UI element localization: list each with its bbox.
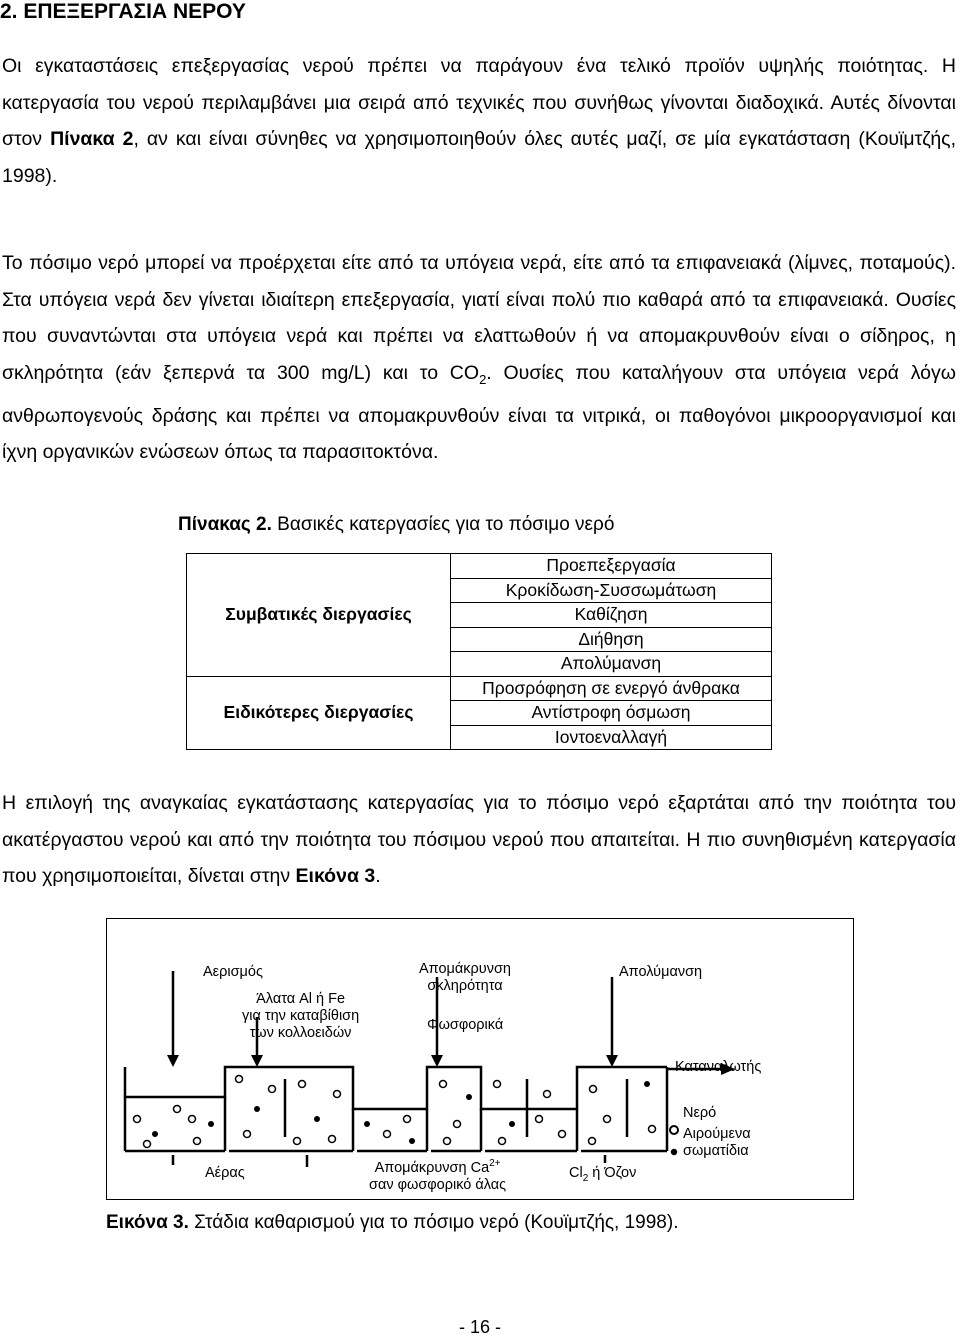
- water-dot: [174, 1106, 181, 1113]
- water-dot: [189, 1116, 196, 1123]
- fig-label-ozone: ή Όζον: [588, 1165, 637, 1181]
- water-dot: [499, 1138, 506, 1145]
- table-row: [187, 554, 772, 579]
- processes-table: [186, 553, 772, 750]
- process-item: Κροκίδωση-Συσσωμάτωση: [451, 578, 772, 603]
- fig-label-cl-sub: 2: [582, 1172, 589, 1184]
- fig-label-salts-1: Άλατα Al ή Fe: [256, 991, 346, 1007]
- water-dot: [334, 1091, 341, 1098]
- water-dot: [440, 1081, 447, 1088]
- section-heading: 2. ΕΠΕΞΕΡΓΑΣΙΑ ΝΕΡΟΥ: [0, 0, 246, 23]
- fig-label-salts-3: των κολλοειδών: [249, 1025, 352, 1041]
- tank-outline: [125, 1067, 667, 1109]
- process-item: Καθίζηση: [451, 603, 772, 628]
- p1-text-b: , αν και είναι σύνηθες να χρησιμοποιηθούν όλες αυτές μαζί, σε μία εγκατάσταση (Κουϊμτζής, 1998).: [2, 128, 956, 187]
- fig-label-water: Νερό: [683, 1105, 717, 1121]
- figure-caption-text: Στάδια καθαρισμού για το πόσιμο νερό (Κουϊμτζής, 1998).: [188, 1212, 679, 1233]
- water-dot: [134, 1116, 141, 1123]
- fig-label-ca-sup: 2+: [489, 1158, 501, 1169]
- water-dot: [589, 1138, 596, 1145]
- paragraph-1: [2, 48, 956, 194]
- water-dot: [236, 1076, 243, 1083]
- fig-label-calcium-removal: [369, 1155, 506, 1194]
- legend-particle-symbol: [671, 1149, 677, 1155]
- particle-dot: [314, 1116, 320, 1122]
- fig-label-disinfection: Απολύμανση: [619, 964, 703, 980]
- figure-caption: [106, 1212, 678, 1234]
- table-caption-label: Πίνακας 2.: [178, 514, 272, 535]
- water-dot: [404, 1116, 411, 1123]
- water-dot: [536, 1116, 543, 1123]
- particle-dot: [466, 1094, 472, 1100]
- water-dot: [299, 1081, 306, 1088]
- process-item: Ιοντοεναλλαγή: [451, 725, 772, 750]
- process-item: Προεπεξεργασία: [451, 554, 772, 579]
- process-item: Απολύμανση: [451, 652, 772, 677]
- water-dot: [604, 1116, 611, 1123]
- figure-caption-label: Εικόνα 3.: [106, 1212, 189, 1233]
- p1-text-a: Οι εγκαταστάσεις επεξεργασίας νερού πρέπει να παράγουν ένα τελικό προϊόν υψηλής ποιότητας. Η κατεργασία του νερού περιλαμβάνει μια σειρά από τεχνικές που συνήθως γίνονται διαδοχικά. Αυτές δίνονται στον: [2, 55, 956, 150]
- fig-label-hardness-removal-1: Απομάκρυνση: [419, 961, 511, 977]
- water-dot: [649, 1126, 656, 1133]
- fig-label-particles: [683, 1126, 751, 1160]
- water-dot: [590, 1086, 597, 1093]
- fig-label-phosphates: Φωσφορικά: [427, 1017, 504, 1033]
- water-dot: [384, 1131, 391, 1138]
- water-dot: [269, 1086, 276, 1093]
- fig-label-consumer: Καταναλωτής: [675, 1059, 762, 1075]
- water-dot: [444, 1138, 451, 1145]
- conventional-processes-label: Συμβατικές διεργασίες: [187, 554, 451, 677]
- process-item: Προσρόφηση σε ενεργό άνθρακα: [451, 676, 772, 701]
- water-dot: [194, 1138, 201, 1145]
- process-item: Διήθηση: [451, 627, 772, 652]
- fig-label-chlorine: [569, 1165, 636, 1187]
- fig-label-salts: [242, 991, 359, 1042]
- p3-text-b: .: [375, 865, 381, 887]
- p2-text-a: Το πόσιμο νερό μπορεί να προέρχεται είτε από τα υπόγεια νερά, είτε από τα επιφανειακά (λίμνες, ποταμούς). Στα υπόγεια νερά δεν γίνεται ιδιαίτερη επεξεργασία, γιατί είναι πολύ πιο καθαρά από τα επιφανειακά. Ουσίες που συναντώνται στα υπόγεια νερά και πρέπει να ελαττωθούν ή να απομακρυνθούν είναι ο σίδηρος, η σκληρότητα (εάν ξεπερνά τα 300 mg/L) και το CO: [2, 252, 956, 384]
- fig-label-cl: Cl: [569, 1165, 583, 1181]
- water-dot: [544, 1091, 551, 1098]
- particle-dot: [254, 1106, 260, 1112]
- table-caption: [178, 514, 614, 536]
- fig-label-particles-1: Αιρούμενα: [683, 1126, 751, 1142]
- water-dot: [144, 1141, 151, 1148]
- treatment-diagram: [106, 918, 854, 1200]
- advanced-processes-label: Ειδικότερες διεργασίες: [187, 676, 451, 750]
- paragraph-3: [2, 785, 956, 895]
- water-dot: [294, 1138, 301, 1145]
- p2-text-b: . Ουσίες που καταλήγουν στα υπόγεια νερά λόγω ανθρωπογενούς δράσης και πρέπει να απομακρυνθούν είναι τα νιτρικά, οι παθογόνοι μικροοργανισμοί και ίχνη οργανικών ενώσεων όπως τα παρασιτοκτόνα.: [2, 361, 956, 464]
- table-reference: Πίνακα 2: [50, 128, 134, 150]
- process-item: Αντίστροφη όσμωση: [451, 701, 772, 726]
- water-dot: [329, 1136, 336, 1143]
- water-dot: [454, 1121, 461, 1128]
- particle-dot: [509, 1121, 515, 1127]
- fig-label-hardness-removal: [419, 961, 511, 995]
- particle-dot: [364, 1121, 370, 1127]
- particle-dot: [409, 1138, 415, 1144]
- paragraph-2: [2, 245, 956, 471]
- fig-label-ca-1: Απομάκρυνση Ca: [374, 1159, 490, 1176]
- fig-label-air: Αέρας: [205, 1165, 245, 1181]
- table-row: [187, 676, 772, 701]
- fig-label-salts-2: για την καταβίθιση: [242, 1008, 360, 1024]
- table-caption-text: Βασικές κατεργασίες για το πόσιμο νερό: [271, 514, 615, 535]
- fig-label-hardness-removal-2: σκληρότητα: [427, 978, 503, 994]
- p3-text-a: Η επιλογή της αναγκαίας εγκατάστασης κατεργασίας για το πόσιμο νερό εξαρτάται από την ποιότητα του ακατέργαστου νερού και από την ποιότητα του πόσιμου νερού που απαιτείται. Η πιο συνηθισμένη κατεργασία που χρησιμοποιείται, δίνεται στην: [2, 792, 956, 887]
- water-dot: [559, 1131, 566, 1138]
- page-number: - 16 -: [458, 1317, 501, 1337]
- particle-dot: [644, 1081, 650, 1087]
- legend-water-symbol: [670, 1126, 678, 1134]
- fig-label-aeration: Αερισμός: [203, 964, 263, 980]
- particle-dot: [152, 1131, 158, 1137]
- fig-label-ca-2: σαν φωσφορικό άλας: [369, 1176, 507, 1193]
- fig-label-particles-2: σωματίδια: [683, 1143, 749, 1159]
- water-dot: [494, 1081, 501, 1088]
- particle-dot: [208, 1121, 214, 1127]
- figure-reference: Εικόνα 3: [295, 865, 376, 887]
- water-dot: [244, 1131, 251, 1138]
- co2-subscript: 2: [479, 371, 487, 387]
